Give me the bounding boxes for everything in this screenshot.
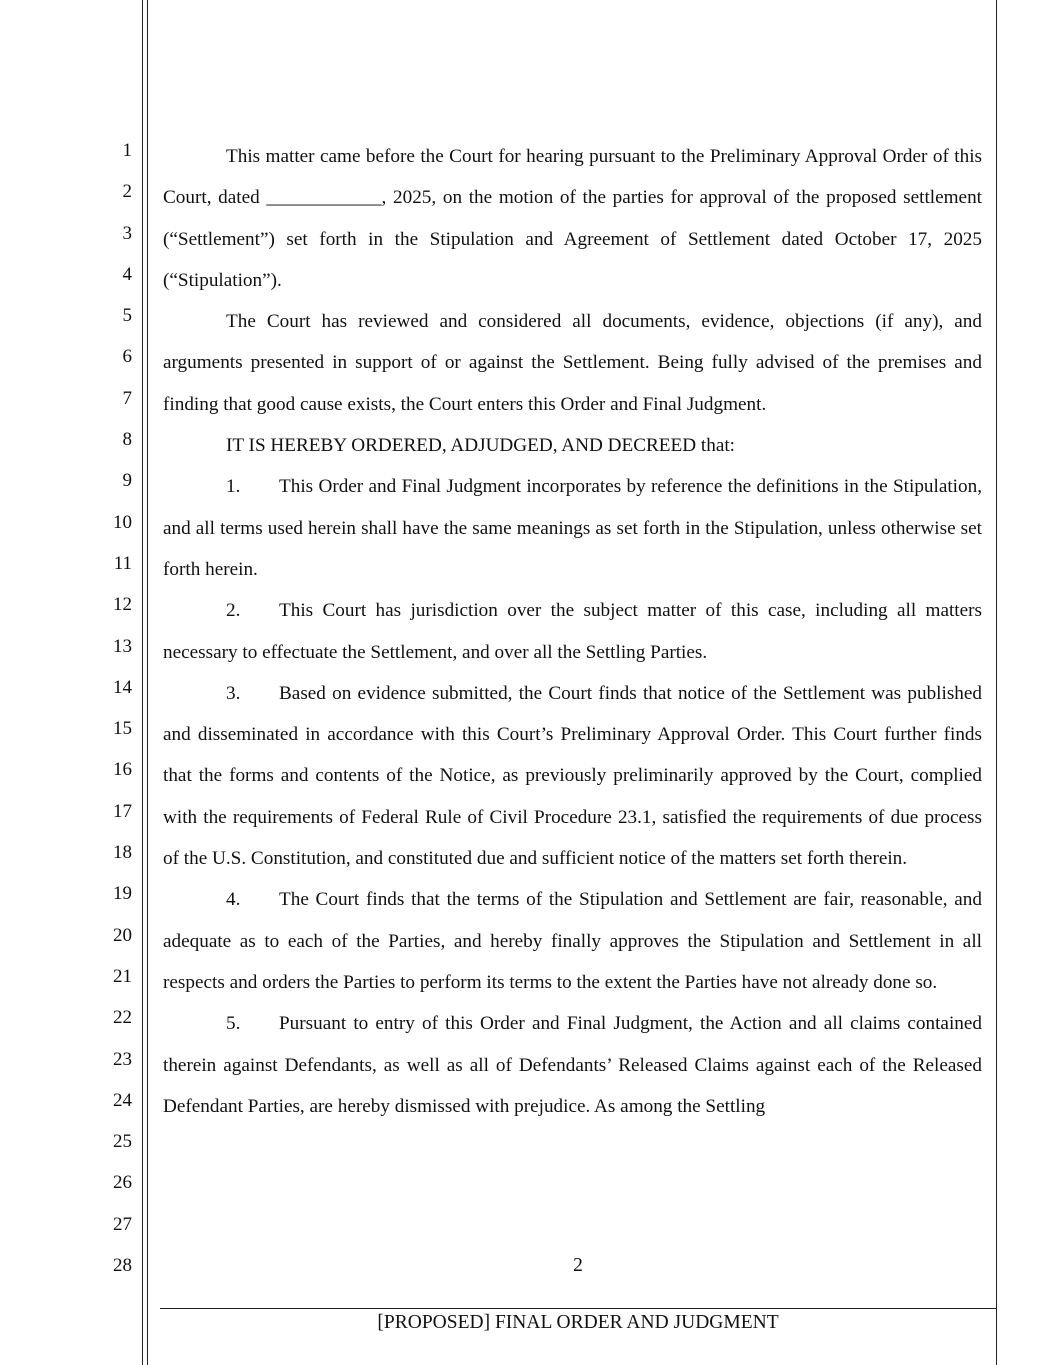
paragraph-number: 4. [226, 889, 241, 911]
line-number: 12 [113, 594, 132, 616]
paragraph-number: 2. [226, 600, 241, 622]
line-number: 27 [113, 1213, 132, 1235]
line-number: 11 [113, 552, 132, 574]
line-number: 26 [113, 1172, 132, 1194]
line-number: 6 [122, 346, 132, 368]
right-margin-rule [996, 0, 997, 1365]
line-number: 15 [113, 718, 132, 740]
line-number: 21 [113, 965, 132, 987]
left-margin-rule-2 [147, 0, 148, 1365]
line-numbers [80, 136, 132, 1292]
paragraph-text: This Order and Final Judgment incorporates by reference the definitions in the Stipulation, and all terms used herein shall have the same meanings as set forth in the Stipulation, unless otherwise set forth herein. [163, 476, 982, 580]
line-number: 1 [122, 140, 132, 161]
footer-rule [160, 1308, 996, 1309]
paragraph-2 [163, 590, 982, 673]
footer-title: [PROPOSED] FINAL ORDER AND JUDGMENT [377, 1312, 779, 1333]
line-number: 13 [113, 635, 132, 657]
line-number: 7 [122, 387, 132, 409]
line-number: 14 [113, 676, 132, 698]
line-number: 3 [122, 222, 132, 244]
paragraph-number: 1. [226, 476, 241, 498]
line-number: 10 [113, 511, 132, 533]
left-margin-rule-1 [142, 0, 143, 1365]
paragraph-intro [163, 136, 982, 301]
paragraph-text: This matter came before the Court for hearing pursuant to the Preliminary Approval Order of this Court, dated ____________, 2025, on the motion of the parties for approval of the proposed settlement (“Settlement”) set forth in the Stipulation and Agreement of Settlement dated October 17, 2025 (“Stipulation”). [163, 146, 982, 291]
paragraph-text: The Court finds that the terms of the Stipulation and Settlement are fair, reasonable, and adequate as to each of the Parties, and hereby finally approves the Stipulation and Settlement in all respects and orders the Parties to perform its terms to the extent the Parties have not already done so. [163, 889, 982, 993]
line-number: 2 [122, 181, 132, 203]
paragraph-5 [163, 1003, 982, 1127]
paragraph-number: 5. [226, 1013, 241, 1035]
line-number: 22 [113, 1007, 132, 1029]
paragraph-decree [163, 425, 982, 466]
paragraph-review [163, 301, 982, 425]
paragraph-text: Pursuant to entry of this Order and Final Judgment, the Action and all claims contained therein against Defendants, as well as all of Defendants’ Released Claims against each of the Released Defendant Parties, are hereby dismissed with prejudice. As among the Settling [163, 1013, 982, 1117]
line-number: 25 [113, 1131, 132, 1153]
line-number: 23 [113, 1048, 132, 1070]
paragraph-1 [163, 466, 982, 590]
paragraph-text: This Court has jurisdiction over the subject matter of this case, including all matters necessary to effectuate the Settlement, and over all the Settling Parties. [163, 600, 982, 663]
line-number: 5 [122, 305, 132, 327]
line-number: 16 [113, 759, 132, 781]
paragraph-text: The Court has reviewed and considered all documents, evidence, objections (if any), and arguments presented in support of or against the Settlement. Being fully advised of the premises and finding that good cause exists, the Court enters this Order and Final Judgment. [163, 311, 982, 415]
line-number: 20 [113, 924, 132, 946]
document-body [163, 136, 982, 1127]
line-number: 19 [113, 883, 132, 905]
line-number: 17 [113, 800, 132, 822]
paragraph-4 [163, 879, 982, 1003]
line-number: 9 [122, 470, 132, 492]
line-number: 18 [113, 842, 132, 864]
paragraph-3 [163, 673, 982, 879]
paragraph-text: IT IS HEREBY ORDERED, ADJUDGED, AND DECREED that: [226, 435, 735, 457]
paragraph-number: 3. [226, 682, 241, 704]
line-number: 8 [122, 429, 132, 451]
page-number: 2 [573, 1255, 583, 1276]
line-number: 4 [122, 263, 132, 285]
paragraph-text: Based on evidence submitted, the Court finds that notice of the Settlement was published and disseminated in accordance with this Court’s Preliminary Approval Order. This Court further finds that the forms and contents of the Notice, as previously preliminarily approved by the Court, complied with the requirements of Federal Rule of Civil Procedure 23.1, satisfied the requirements of due process of the U.S. Constitution, and constituted due and sufficient notice of the matters set forth therein. [163, 682, 982, 870]
line-number: 28 [113, 1255, 132, 1277]
line-number: 24 [113, 1089, 132, 1111]
